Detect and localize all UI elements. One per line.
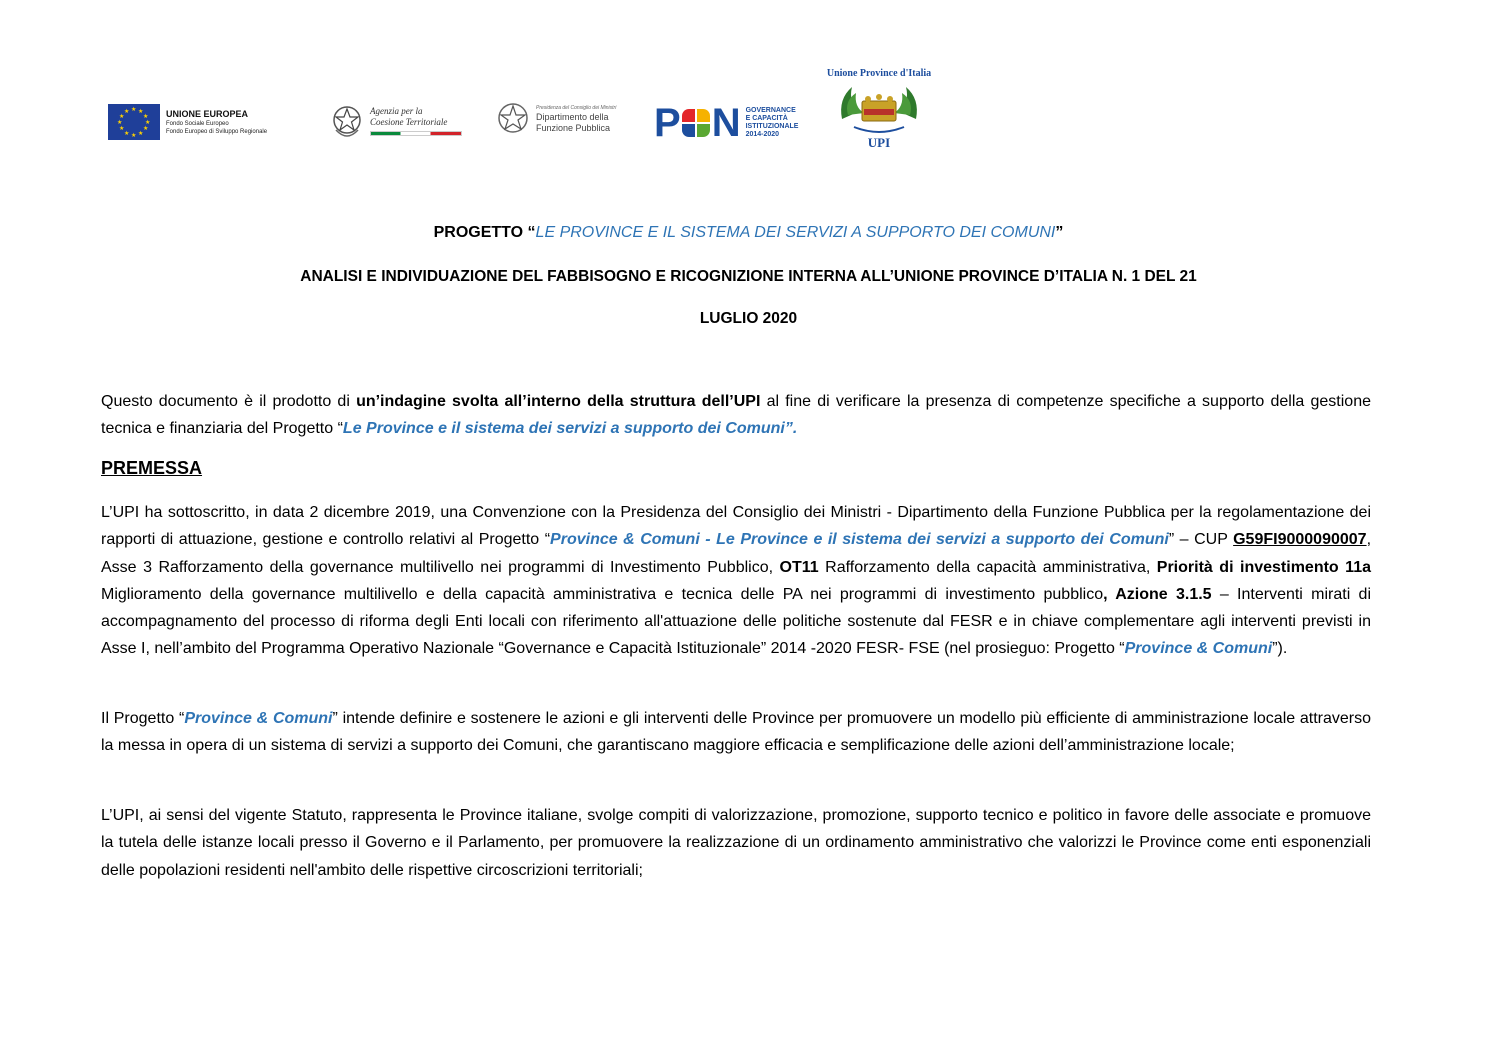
p2-text-g: Rafforzamento della capacità amministrativa,	[818, 558, 1157, 576]
p1-text-c: al fine di verificare la presenza di competenze specifiche a supporto della gestione tecnica e finanziaria del Progetto “	[101, 393, 1371, 438]
premessa-paragraph-1	[101, 499, 1371, 663]
p2-azione: , Azione 3.1.5	[1103, 585, 1212, 603]
p2-text-a: L’UPI ha sottoscritto, in data 2 dicembre 2019, una Convenzione con la Presidenza del Consiglio dei Ministri - Dipartimento della Funzione Pubblica per la regolamentazione dei rapporti di attuazione, gestione e controllo relativi al Progetto “	[101, 504, 1371, 549]
pon-mark	[654, 102, 740, 144]
p1-project-ref: Le Province e il sistema dei servizi a supporto dei Comuni”.	[342, 420, 798, 438]
republic-emblem-icon	[496, 98, 530, 140]
document-title	[0, 224, 1497, 242]
pon-line4: 2014-2020	[745, 131, 780, 138]
republic-emblem-icon	[330, 100, 364, 142]
upi-logo	[824, 68, 934, 151]
eu-line1: Fondo Sociale Europeo	[166, 121, 229, 127]
p3-text-c: ” intende definire e sostenere le azioni e gli interventi delle Province per promuovere un modello più efficiente di amministrazione locale attraverso la messa in opera di un sistema di servizi a supporto dei Comuni, che garantiscano maggiore efficacia e semplificazione delle azioni dell’amministrazione locale;	[101, 710, 1372, 755]
eu-flag-icon: ★ ★ ★ ★ ★ ★ ★ ★ ★ ★ ★ ★	[108, 104, 160, 140]
title-prefix: PROGETTO “	[433, 224, 536, 241]
eu-logo	[108, 104, 267, 140]
premessa-paragraph-3: L’UPI, ai sensi del vigente Statuto, rappresenta le Province italiane, svolge compiti di valorizzazione, promozione, supporto tecnico e politico in favore delle associate e promuove la tutela delle istanze locali presso il Governo e il Parlamento, per promuovere la realizzazione di un ordinamento amministrativo che valorizzi le Province come enti esponenziali delle popolazioni residenti nell'ambito delle rispettive circoscrizioni territoriali;	[101, 807, 1371, 879]
agenzia-line2: Coesione Territoriale	[370, 117, 448, 127]
pon-letter-p: P	[654, 101, 680, 145]
title-suffix: ”	[1055, 224, 1064, 241]
eu-title: UNIONE EUROPEA	[166, 109, 249, 119]
pon-letter-n: N	[711, 101, 740, 145]
agenzia-line1: Agenzia per la	[370, 106, 423, 116]
p1-bold: un’indagine svolta all’interno della struttura dell’UPI	[356, 393, 761, 410]
p2-text-c: ” – CUP	[1168, 531, 1234, 549]
p1-text-a: Questo documento è il prodotto di	[101, 393, 357, 410]
upi-arc-text: Unione Province d'Italia	[826, 68, 932, 79]
p2-text-e: , Asse 3 Rafforzamento della governance multilivello nei programmi di Investimento Pubblico,	[101, 531, 1372, 576]
p2-text-m: ”).	[1272, 640, 1288, 658]
p3-text-a: Il Progetto “	[101, 710, 185, 727]
premessa-paragraph-2	[101, 705, 1371, 760]
pon-logo	[654, 102, 798, 144]
document-subtitle: ANALISI E INDIVIDUAZIONE DEL FABBISOGNO E RICOGNIZIONE INTERNA ALL’UNIONE PROVINCE D’ITALIA N. 1 DEL 21	[300, 268, 1197, 285]
dipartimento-logo	[496, 98, 616, 140]
document-date: LUGLIO 2020	[699, 310, 798, 327]
italian-flag-stripe	[370, 131, 462, 136]
pon-line3: ISTITUZIONALE	[745, 123, 799, 130]
section-heading-premessa: PREMESSA	[101, 458, 203, 478]
pon-line2: E CAPACITÀ	[745, 115, 788, 122]
upi-crown-icon	[834, 79, 924, 137]
pon-squares-icon	[682, 109, 710, 137]
logo-bar	[0, 62, 1497, 162]
p2-text-i: Miglioramento della governance multilivello e della capacità amministrativa e tecnica delle PA nei programmi di investimento pubblico	[101, 585, 1104, 603]
agenzia-logo	[330, 100, 462, 142]
p3-project-short: Province & Comuni	[184, 710, 333, 727]
p2-project-short: Province & Comuni	[1124, 640, 1273, 658]
p2-project-ref: Province & Comuni - Le Province e il sistema dei servizi a supporto dei Comuni	[550, 531, 1169, 549]
p2-ot11: OT11	[779, 558, 819, 576]
pon-line1: GOVERNANCE	[745, 107, 796, 114]
dipartimento-small: Presidenza del Consiglio dei Ministri	[536, 104, 617, 111]
upi-label: UPI	[867, 135, 891, 150]
p2-text-k: – Interventi mirati di accompagnamento del processo di riforma degli Enti locali con riferimento all'attuazione delle politiche sostenute dal FESR e in chiave complementare agli interventi previsti in Asse I, nell’ambito del Programma Operativo Nazionale “Governance e Capacità Istituzionale” 2014 -2020 FESR- FSE (nel prosieguo: Progetto “	[101, 585, 1372, 658]
dipartimento-line2: Funzione Pubblica	[536, 122, 611, 133]
intro-paragraph	[101, 388, 1371, 443]
p2-cup-code: G59FI9000090007	[1233, 531, 1367, 549]
title-project-name: LE PROVINCE E IL SISTEMA DEI SERVIZI A SUPPORTO DEI COMUNI	[535, 224, 1056, 241]
dipartimento-line1: Dipartimento della	[536, 111, 609, 122]
p2-priorita: Priorità di investimento 11a	[1156, 558, 1371, 576]
eu-line2: Fondo Europeo di Sviluppo Regionale	[166, 129, 268, 135]
